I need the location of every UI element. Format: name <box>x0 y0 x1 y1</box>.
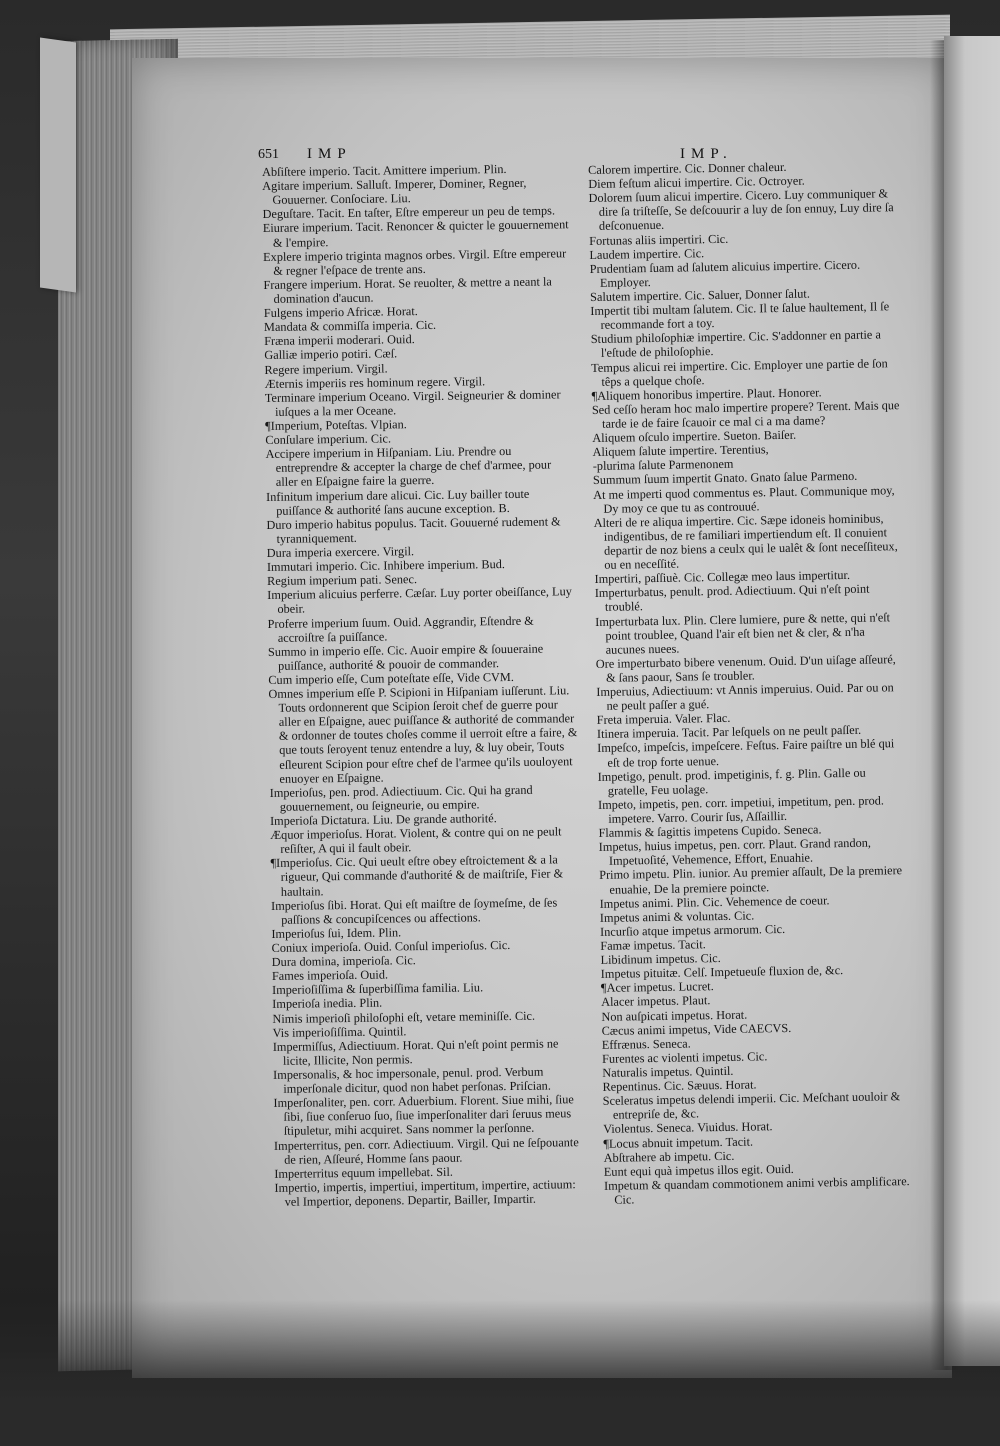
dictionary-entry: Imperioſus ſibi. Horat. Qui eſt maiſtre de ſoymeſme, de ſes paſſions & concupiſcences ou affections. <box>270 895 558 927</box>
dictionary-entry: Galliæ imperio potiri. Cæſ. <box>264 346 398 363</box>
dictionary-entry: Summum ſuum impertit Gnato. Gnato ſalue Parmeno. <box>592 469 858 488</box>
dictionary-entry: Cum imperio eſſe, Cum poteſtate eſſe, Vide CVM. <box>268 669 514 687</box>
dictionary-entry: Regere imperium. Virgil. <box>264 361 388 377</box>
right-running-head: IMP. <box>680 146 733 162</box>
dictionary-entry: Imperioſus, pen. prod. Adiectiuum. Cic. Qui ha grand gouuernement, ou ſeigneurie, ou empire. <box>269 782 533 814</box>
facing-page-edge <box>944 36 1000 1366</box>
dictionary-entry: Æquor imperioſus. Horat. Violent, & contre qui on ne peult reſiſter, A qui il fault obeir. <box>270 824 562 857</box>
dictionary-entry: Itinera imperuia. Tacit. Par leſquels on ne peult paſſer. <box>596 723 862 742</box>
dictionary-entry: Fames imperioſa. Ouid. <box>271 967 389 984</box>
left-column <box>262 161 585 1209</box>
dictionary-entry: Diem feſtum alicui impertire. Cic. Octroyer. <box>588 173 805 192</box>
page-number: 651 <box>258 147 279 162</box>
dictionary-entry: Nimis imperioſi philoſophi eſt, vetare meminiſſe. Cic. <box>272 1008 536 1026</box>
dictionary-entry: ¶Locus abnuit impetum. Tacit. <box>603 1134 754 1151</box>
dictionary-entry: Frangere imperium. Horat. Se reuolter, & mettre a neant la domination d'aucun. <box>263 274 552 306</box>
dictionary-entry: Primo impetu. Plin. iunior. Au premier aſſault, De la premiere enuahie, De la premiere poincte. <box>599 863 903 897</box>
dictionary-entry: Famæ impetus. Tacit. <box>600 937 706 953</box>
dictionary-entry: Incurſio atque impetus armorum. Cic. <box>599 921 786 939</box>
left-header <box>258 146 352 163</box>
dictionary-entry: Laudem impertire. Cic. <box>589 245 705 262</box>
dictionary-entry: Imperioſa inedia. Plin. <box>272 996 383 1012</box>
dictionary-entry: Salutem impertire. Cic. Saluer, Donner ſalut. <box>589 286 810 304</box>
dictionary-entry: ¶Imperioſus. Cic. Qui ueult eſtre obey eſtroictement & a la rigueur, Qui commande d'authorité & de maiſtriſe, Fier & haultain. <box>270 852 564 899</box>
dictionary-entry: Fortunas aliis impertiri. Cic. <box>589 231 729 248</box>
dictionary-entry: Repentinus. Cic. Sæuus. Horat. <box>602 1077 757 1094</box>
dictionary-entry: Impertiri, paſſiuè. Cic. Collegæ meo laus impertitur. <box>594 568 851 587</box>
dictionary-entry: Accipere imperium in Hiſpaniam. Liu. Prendre ou entreprendre & accepter la charge de chef d'armee, pour aller en Eſpaigne faire la guerre. <box>265 444 552 490</box>
dictionary-entry: Imperioſa Dictatura. Liu. De grande authorité. <box>269 811 497 828</box>
dictionary-entry: Impetus animi. Plin. Cic. Vehemence de coeur. <box>599 892 830 911</box>
dictionary-entry: Impetum & quandam commotionem animi verbis amplificare. Cic. <box>603 1173 910 1207</box>
dictionary-entry: Summo in imperio eſſe. Cic. Auoir empire & ſouueraine puiſſance, authorité & pouoir de commander. <box>267 641 544 673</box>
dictionary-entry: Omnes imperium eſſe P. Scipioni in Hiſpaniam iuſſerunt. Liu. Touts ordonnerent que Scipion ſeroit chef de guerre pour aller en Eſpaigne, auec puiſſance & authorité de commander & ordonner de toutes choſes comme il uerroit eſtre a faire, & que touts ſeroyent tenuz entendre a luy, & luy obeir, Touts eſleurent Scipion pour eſtre chef de l'armee qu'ils uouloyent enuoyer en Eſpaigne. <box>268 683 578 786</box>
dictionary-entry: ¶Acer impetus. Lucret. <box>600 979 714 996</box>
dictionary-entry: Conſulare imperium. Cic. <box>265 431 392 448</box>
dictionary-entry: Imperioſiſſima & ſuperbiſſima familia. Liu. <box>271 980 484 998</box>
dictionary-entry: Naturalis impetus. Quintil. <box>602 1063 734 1080</box>
dictionary-entry: Sceleratus impetus delendi imperii. Cic. Meſchant uouloir & entrepriſe de, &c. <box>602 1089 901 1123</box>
dictionary-entry: Dolorem ſuum alicui impertire. Cicero. Luy communiquer & dire ſa triſteſſe, Se deſcouurir a luy de ſon ennuy, Luy dire ſa deſconuenue. <box>588 186 894 234</box>
dictionary-entry: Imperterritus, pen. corr. Adiectiuum. Virgil. Qui ne ſeſpouante de rien, Aſſeuré, Homme ſans paour. <box>273 1134 579 1167</box>
dictionary-entry: Impetus animi & voluntas. Cic. <box>599 908 755 925</box>
dictionary-entry: Mandata & commiſſa imperia. Cic. <box>263 318 437 335</box>
dictionary-entry: Studium philoſophiæ impertire. Cic. S'addonner en partie a l'eſtude de philoſophie. <box>590 327 881 361</box>
dictionary-entry: At me imperti quod commentus es. Plaut. Communique moy, Dy moy ce que tu as controuué. <box>593 482 895 516</box>
dictionary-entry: Alacer impetus. Plaut. <box>601 993 711 1010</box>
dictionary-entry: Terminare imperium Oceano. Virgil. Seigneurier & dominer iuſques a la mer Oceane. <box>264 387 561 419</box>
dictionary-entry: Coniux imperioſa. Ouid. Conſul imperioſus. Cic. <box>271 938 511 955</box>
dictionary-entry: Imperioſus ſui, Idem. Plin. <box>271 925 402 941</box>
dictionary-entry: Agitare imperium. Salluſt. Imperer, Dominer, Regner, Gouuerner. Conſociare. Liu. <box>262 175 527 208</box>
dictionary-entry: Proferre imperium ſuum. Ouid. Aggrandir, Eſtendre & accroiſtre ſa puiſſance. <box>267 613 534 645</box>
dictionary-entry: -plurima ſalute Parmenonem <box>592 457 734 474</box>
dictionary-entry: Effrænus. Seneca. <box>601 1036 691 1052</box>
dictionary-entry: Impersonalis, & hoc impersonale, penul. prod. Verbum imperſonale dicitur, quod non habet perſonas. Priſcian. <box>273 1064 551 1096</box>
bottom-shadow <box>0 1300 1000 1446</box>
dictionary-entry: Ore imperturbato bibere venenum. Ouid. D'un uiſage aſſeuré, & ſans paour, Sans ſe troubler. <box>595 652 896 685</box>
dictionary-entry: Tempus alicui rei impertire. Cic. Employer une partie de ſon têps a quelque choſe. <box>591 355 888 389</box>
right-column <box>588 158 914 1207</box>
dictionary-entry: Imperturbata lux. Plin. Clere lumiere, pure & nette, qui n'eſt point troublee, Quand l'air eſt bien net & cler, & n'ha aucunes nuees. <box>595 609 891 657</box>
dictionary-entry: Impermiſſus, Adiectiuum. Horat. Qui n'eſt point permis ne licite, Illicite, Non permis. <box>272 1036 559 1068</box>
dictionary-entry: Fulgens imperio Africæ. Horat. <box>263 304 418 321</box>
dictionary-entry: Prudentiam ſuam ad ſalutem alicuius impertire. Cicero. Employer. <box>589 257 861 290</box>
dictionary-entry: Dura imperia exercere. Virgil. <box>266 544 415 560</box>
dictionary-entry: Flammis & ſagittis impetens Cupido. Seneca. <box>598 822 822 841</box>
dictionary-entry: Regium imperium pati. Senec. <box>266 572 418 589</box>
dictionary-entry: Calorem impertire. Cic. Donner chaleur. <box>588 159 787 177</box>
left-running-head: IMP <box>307 146 352 162</box>
dictionary-entry: Imperſonaliter, pen. corr. Aduerbium. Florent. Siue mihi, ſiue ſibi, ſiue conſeruo ſuo, ſiue imperſonaliter dari ſeruus meus ſtipuletur, mihi acquiret. Sans nommer la perſonne. <box>273 1092 574 1139</box>
dictionary-entry: Deguſtare. Tacit. En taſter, Eſtre empereur un peu de temps. <box>262 203 556 222</box>
dictionary-entry: Abſiſtere imperio. Tacit. Amittere imperium. Plin. <box>262 162 507 179</box>
dictionary-entry: Impetus pituitæ. Celſ. Impetueuſe fluxion de, &c. <box>600 963 844 982</box>
dictionary-entry: Libidinum impetus. Cic. <box>600 951 721 968</box>
dictionary-entry: ¶Aliquem honoribus impertire. Plaut. Honorer. <box>591 385 822 403</box>
dictionary-entry: Impeſco, impeſcis, impeſcere. Feſtus. Faire paiſtre un blé qui eſt de trop forte uenue. <box>597 736 895 770</box>
dictionary-entry: Eiurare imperium. Tacit. Renoncer & quicter le gouuernement & l'empire. <box>262 217 569 250</box>
dictionary-entry: Fræna imperii moderari. Ouid. <box>264 332 415 349</box>
dictionary-entry: Eunt equi quà impetus illos egit. Ouid. <box>603 1161 794 1179</box>
dictionary-entry: Immutari imperio. Cic. Inhibere imperium. Bud. <box>266 557 506 575</box>
dictionary-entry: Explere imperio triginta magnos orbes. Virgil. Eſtre empereur & regner l'eſpace de trente ans. <box>263 245 567 278</box>
dictionary-entry: Vis imperioſiſſima. Quintil. <box>272 1023 407 1040</box>
dictionary-entry: Impertit tibi multam ſalutem. Cic. Il te ſalue haultement, Il ſe recommande fort a toy. <box>590 299 890 333</box>
dictionary-entry: Impeto, impetis, pen. corr. impetiui, impetitum, pen. prod. impetere. Varro. Courir ſus, Aſſaillir. <box>597 793 885 826</box>
dictionary-entry: Impetus, huius impetus, pen. corr. Plaut. Grand randon, Impetuoſité, Vehemence, Effort, Enuahie. <box>598 835 872 869</box>
dictionary-entry: Aliquem oſculo impertire. Sueton. Baiſer. <box>592 427 797 446</box>
dictionary-entry: Infinitum imperium dare alicui. Cic. Luy bailler toute puiſſance & authorité ſans aucune exception. B. <box>265 486 530 518</box>
dictionary-entry: Furentes ac violenti impetus. Cic. <box>601 1049 768 1066</box>
dictionary-entry: Imperterritus equum impellebat. Sil. <box>274 1164 454 1181</box>
paper-tab <box>40 37 76 292</box>
dictionary-entry: Impetigo, penult. prod. impetiginis, f. g. Plin. Galle ou gratelle, Feu uolage. <box>597 765 866 798</box>
dictionary-entry: Alteri de re aliqua impertire. Cic. Sæpe idoneis hominibus, indigentibus, de re familiari impertiendum eſt. Il conuient departir de noz biens a ceulx qui le ualêt & ſont neceſſiteux, ou en neceſſité. <box>593 511 898 572</box>
dictionary-entry: Cæcus animi impetus, Vide CAECVS. <box>601 1020 792 1038</box>
dictionary-entry: Duro imperio habitus populus. Tacit. Gouuerné rudement & tyranniquement. <box>266 514 561 546</box>
dictionary-entry: Abſtrahere ab impetu. Cic. <box>603 1148 735 1165</box>
dictionary-entry: Non auſpicati impetus. Horat. <box>601 1007 748 1024</box>
dictionary-entry: Imperium alicuius perferre. Cæſar. Luy porter obeiſſance, Luy obeir. <box>267 584 572 617</box>
dictionary-entry: Imperuius, Adiectiuum: vt Annis imperuius. Ouid. Par ou on ne peult paſſer a gué. <box>596 680 894 713</box>
dictionary-entry: Dura domina, imperioſa. Cic. <box>271 953 416 970</box>
dictionary-entry: Sed ceſſo heram hoc malo impertire propere? Terent. Mais que tarde ie de faire ſcauoir ce mal ci a ma dame? <box>591 397 900 431</box>
dictionary-entry: Æternis imperiis res hominum regere. Virgil. <box>264 373 486 391</box>
dictionary-entry: Freta imperuia. Valer. Flac. <box>596 711 731 728</box>
dictionary-entry: Imperturbatus, penult. prod. Adiectiuum. Qui n'eſt point troublé. <box>594 581 870 615</box>
dictionary-entry: Aliquem ſalute impertire. Terentius, <box>592 442 769 460</box>
dictionary-entry: Violentus. Seneca. Viuidus. Horat. <box>603 1119 773 1137</box>
dictionary-entry: Impertio, impertis, impertiui, impertitum, impertire, actiuum: vel Impertior, deponens. Departir, Bailler, Impartir. <box>274 1177 576 1209</box>
dictionary-entry: ¶Imperium, Poteſtas. Vlpian. <box>265 417 407 433</box>
